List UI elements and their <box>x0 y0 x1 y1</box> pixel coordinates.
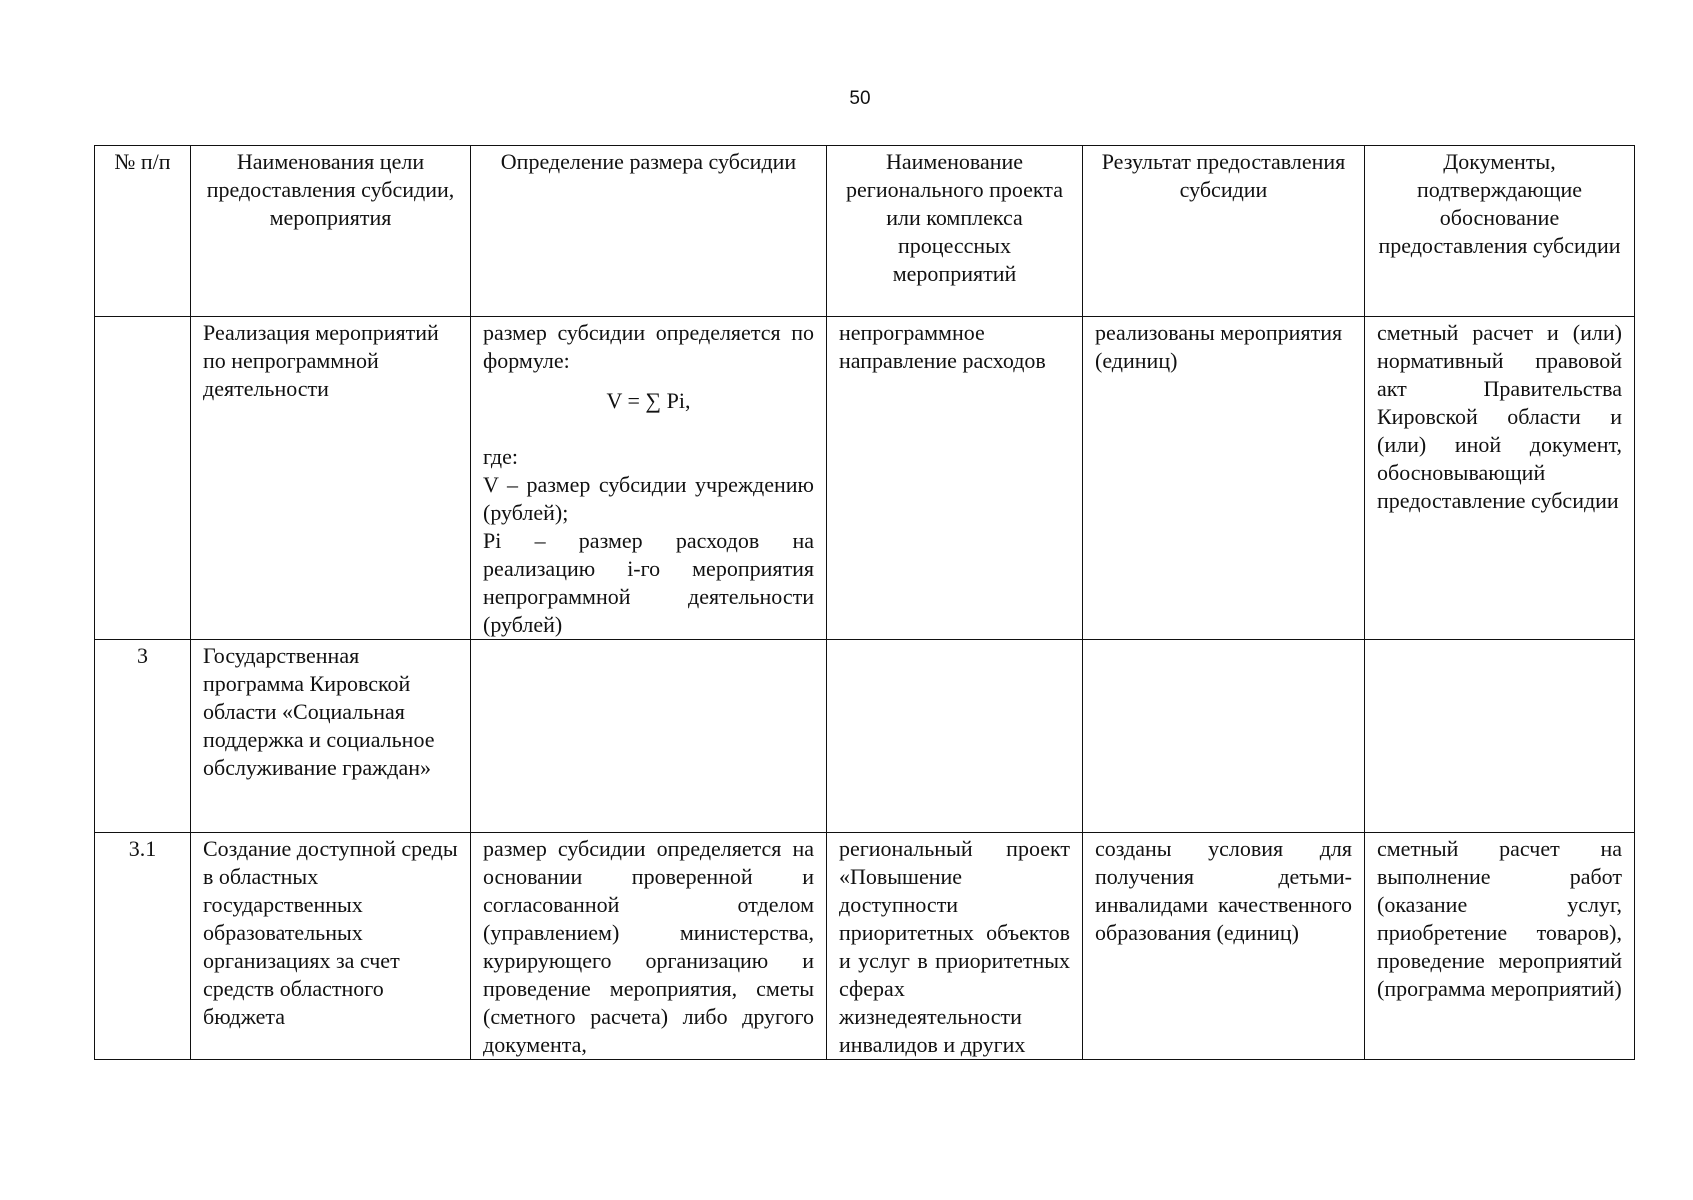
row-result: созданы условия для получения детьми-инвалидами качественного образования (единиц) <box>1083 833 1365 1060</box>
formula-v-definition: V – размер субсидии учреждению (рублей); <box>483 472 814 525</box>
row-number: 3.1 <box>95 833 191 1060</box>
row-project <box>827 640 1083 833</box>
row-goal-name: Реализация мероприятий по непрограммной деятельности <box>191 317 471 640</box>
table-header-row <box>95 146 1635 317</box>
row-project: непрограммное направление расходов <box>827 317 1083 640</box>
page-number: 50 <box>849 88 871 109</box>
header-result: Результат предоставления субсидии <box>1083 146 1365 317</box>
row-number <box>95 317 191 640</box>
formula: V = ∑ Pi, <box>606 388 691 413</box>
row-documents <box>1365 640 1635 833</box>
table-row <box>95 640 1635 833</box>
formula-where: где: <box>483 444 518 469</box>
row-result: реализованы мероприятия (единиц) <box>1083 317 1365 640</box>
row-subsidy-size <box>471 640 827 833</box>
formula-pi-definition: Pi – размер расходов на реализацию i-го мероприятия непрограммной деятельности (рублей) <box>483 528 814 637</box>
row-documents: сметный расчет и (или) нормативный правовой акт Правительства Кировской области и (или) иной документ, обосновывающий предоставление субсидии <box>1365 317 1635 640</box>
table-row <box>95 833 1635 1060</box>
row-result <box>1083 640 1365 833</box>
row-documents: сметный расчет на выполнение работ (оказание услуг, приобретение товаров), проведение мероприятий (программа мероприятий) <box>1365 833 1635 1060</box>
formula-intro: размер субсидии определяется по формуле: <box>483 320 814 373</box>
row-subsidy-size: размер субсидии определяется на основании проверенной и согласованной отделом (управлением) министерства, курирующего организацию и проведение мероприятия, сметы (сметного расчета) либо другого документа, <box>471 833 827 1060</box>
header-goal-name: Наименования цели предоставления субсидии, мероприятия <box>191 146 471 317</box>
header-subsidy-size: Определение размера субсидии <box>471 146 827 317</box>
subsidy-table <box>94 145 1635 1060</box>
row-project: региональный проект «Повышение доступности приоритетных объектов и услуг в приоритетных сферах жизнедеятельности инвалидов и других <box>827 833 1083 1060</box>
header-number: № п/п <box>95 146 191 317</box>
header-project-name: Наименование регионального проекта или комплекса процессных мероприятий <box>827 146 1083 317</box>
row-goal-name: Государственная программа Кировской области «Социальная поддержка и социальное обслуживание граждан» <box>191 640 471 833</box>
row-subsidy-size <box>471 317 827 640</box>
header-documents: Документы, подтверждающие обоснование предоставления субсидии <box>1365 146 1635 317</box>
row-number: 3 <box>95 640 191 833</box>
table-row <box>95 317 1635 640</box>
row-goal-name: Создание доступной среды в областных государственных образовательных организациях за счет средств областного бюджета <box>191 833 471 1060</box>
